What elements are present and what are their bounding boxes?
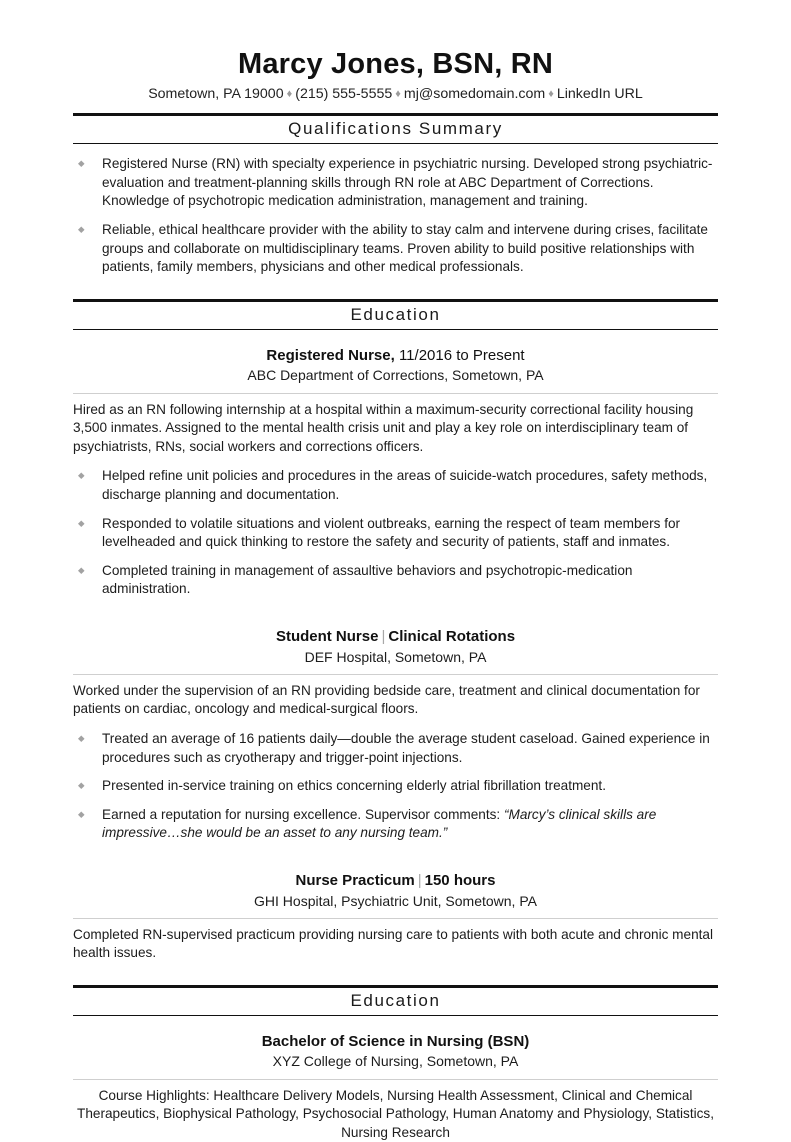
entry-divider bbox=[73, 918, 718, 919]
entry-title-role: Registered Nurse, bbox=[266, 346, 395, 364]
section-title-qualifications: Qualifications Summary bbox=[288, 119, 503, 139]
course-highlights: Course Highlights: Healthcare Delivery Models, Nursing Health Assessment, Clinical and Chemical Therapeutics, Biophysical Pathology, Psychosocial Pathology, Human Anatomy and Physiology, Statistics, Nursing Research bbox=[77, 1087, 714, 1140]
list-item: ◆ Responded to volatile situations and violent outbreaks, earning the respect of team members for levelheaded and quick thinking to restore the safety and security of patients, staff and inmates. bbox=[73, 515, 718, 552]
list-item: ◆ Reliable, ethical healthcare provider with the ability to stay calm and intervene during crises, facilitate groups and collaborate on multidisciplinary teams. Proven ability to build positive relationships with patients, family members, physicians and other medical professionals. bbox=[73, 221, 718, 277]
entry-title bbox=[73, 871, 718, 891]
entry-employer: DEF Hospital, Sometown, PA bbox=[304, 648, 487, 665]
section-experience-header bbox=[73, 299, 718, 330]
supervisor-quote: “Marcy’s clinical skills are impressive…she would be an asset to any nursing team.” bbox=[102, 806, 657, 841]
experience-entry bbox=[73, 346, 718, 599]
spacer bbox=[73, 277, 718, 297]
entry-bullet-list bbox=[73, 730, 718, 843]
quote-lead-text: Earned a reputation for nursing excellence. Supervisor comments: bbox=[102, 806, 501, 822]
resume-content bbox=[73, 0, 718, 1142]
section-qualifications-header bbox=[73, 113, 718, 144]
contact-phone: (215) 555-5555 bbox=[295, 86, 393, 103]
entry-title bbox=[73, 346, 718, 366]
section-rule-bottom bbox=[73, 143, 718, 144]
contact-email[interactable]: mj@somedomain.com bbox=[403, 86, 546, 103]
diamond-separator-icon: ♦ bbox=[286, 88, 293, 101]
entry-employer: ABC Department of Corrections, Sometown, PA bbox=[247, 367, 544, 384]
entry-title-role-secondary: Clinical Rotations bbox=[388, 628, 516, 646]
entry-description: Worked under the supervision of an RN providing bedside care, treatment and clinical documentation for patients on cardiac, oncology and medical-surgical floors. bbox=[73, 682, 700, 717]
candidate-name: Marcy Jones, BSN, RN bbox=[237, 48, 554, 80]
section-rule-bottom bbox=[73, 329, 718, 330]
entry-title-role: Nurse Practicum bbox=[295, 872, 415, 889]
qualifications-bullet-list bbox=[73, 155, 718, 277]
list-item: ◆ Completed training in management of assaultive behaviors and psychotropic-medication administration. bbox=[73, 562, 718, 599]
education-entry bbox=[73, 1032, 718, 1142]
diamond-separator-icon: ♦ bbox=[395, 88, 401, 101]
spacer bbox=[73, 843, 718, 855]
entry-title bbox=[73, 627, 718, 647]
entry-title-dates: 11/2016 to Present bbox=[398, 346, 525, 364]
contact-location: Sometown, PA 19000 bbox=[148, 86, 284, 103]
school-name: XYZ College of Nursing, Sometown, PA bbox=[272, 1053, 519, 1070]
entry-title-role: Student Nurse bbox=[275, 628, 379, 646]
entry-title-hours: 150 hours bbox=[424, 872, 496, 889]
pipe-separator-icon: | bbox=[417, 872, 422, 889]
spacer bbox=[73, 599, 718, 611]
entry-description: Hired as an RN following internship at a hospital within a maximum-security correctional facility housing 3,500 inmates. Assigned to the mental health crisis unit and play a key role on interdisciplinary team of psychiatrists, RNs, social workers and corrections officers. bbox=[73, 401, 694, 454]
experience-entry bbox=[73, 627, 718, 843]
pipe-separator-icon: | bbox=[381, 628, 386, 646]
contact-linkedin[interactable]: LinkedIn URL bbox=[556, 86, 643, 103]
contact-line bbox=[73, 86, 718, 104]
entry-divider bbox=[73, 1079, 718, 1080]
entry-employer: GHI Hospital, Psychiatric Unit, Sometown, PA bbox=[254, 892, 537, 909]
experience-entry bbox=[73, 871, 718, 963]
section-title-experience: Education bbox=[350, 304, 441, 324]
list-item: ◆ Treated an average of 16 patients daily—double the average student caseload. Gained experience in procedures such as cryotherapy and trigger-point injections. bbox=[73, 730, 718, 767]
list-item: ◆ Registered Nurse (RN) with specialty experience in psychiatric nursing. Developed strong psychiatric-evaluation and treatment-planning skills through RN role at ABC Department of Corrections. Knowledge of psychotropic medication administration, management and training. bbox=[73, 155, 718, 211]
spacer bbox=[73, 963, 718, 983]
list-item: ◆ Presented in-service training on ethics concerning elderly atrial fibrillation treatment. bbox=[73, 777, 718, 796]
entry-bullet-list bbox=[73, 467, 718, 599]
diamond-separator-icon: ♦ bbox=[548, 88, 554, 101]
entry-divider bbox=[73, 393, 718, 394]
degree-title: Bachelor of Science in Nursing (BSN) bbox=[261, 1032, 530, 1050]
entry-divider bbox=[73, 674, 718, 675]
section-title-education: Education bbox=[350, 990, 441, 1010]
section-rule-bottom bbox=[73, 1015, 718, 1016]
list-item: ◆ Helped refine unit policies and procedures in the areas of suicide-watch procedures, safety methods, discharge planning and documentation. bbox=[73, 467, 718, 504]
list-item-with-quote bbox=[73, 806, 718, 843]
entry-description: Completed RN-supervised practicum providing nursing care to patients with both acute and chronic mental health issues. bbox=[73, 926, 713, 961]
section-education-header bbox=[73, 985, 718, 1016]
